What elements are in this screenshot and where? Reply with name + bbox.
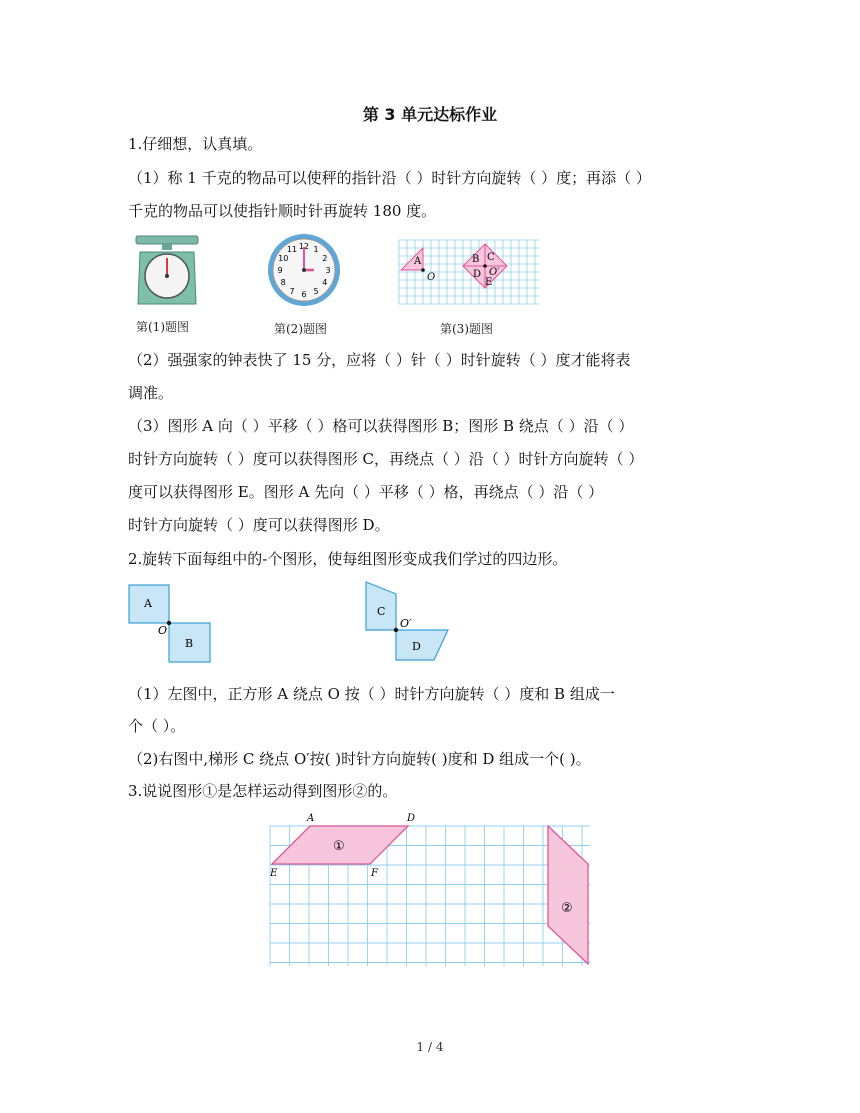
clock-number: 12 xyxy=(298,242,310,251)
label-D: D xyxy=(473,269,482,280)
label-O-prime: O′ xyxy=(400,617,412,630)
clock-number: 1 xyxy=(313,245,319,255)
clock-number: 10 xyxy=(278,254,289,263)
label-E: E xyxy=(485,277,493,288)
fig1-caption: 第(1)题图 xyxy=(136,320,189,334)
clock-number: 2 xyxy=(322,254,328,263)
q3-grid-figure xyxy=(270,810,595,970)
clock-number: 4 xyxy=(322,278,328,287)
label-D: D xyxy=(407,813,416,824)
label-A: A xyxy=(144,597,152,610)
q1-p3-line1: （3）图形 A 向（ ）平移（ ）格可以获得图形 B；图形 B 绕点（ ）沿（ ） xyxy=(128,417,634,435)
q1-p1-line1: （1）称 1 千克的物品可以使秤的指针沿（ ）时针方向旋转（ ）度；再添（ ） xyxy=(128,169,651,187)
q1-p1-line2: 千克的物品可以使指针顺时针再旋转 180 度。 xyxy=(128,202,437,220)
label-F: F xyxy=(371,868,378,879)
q2-p1-line2: 个（ ）。 xyxy=(128,717,186,735)
q1-p2-line2: 调准。 xyxy=(128,384,174,402)
label-A: A xyxy=(307,813,315,824)
clock-number: 9 xyxy=(277,266,283,275)
grid-figure-3 xyxy=(399,240,541,306)
label-B: B xyxy=(185,637,194,650)
q1-p3-line2: 时针方向旋转（ ）度可以获得图形 C，再绕点（ ）沿（ ）时针方向旋转（ ） xyxy=(128,450,644,468)
scale-figure xyxy=(134,234,200,306)
clock-number: 5 xyxy=(313,286,319,296)
q2-p1-line1: （1）左图中，正方形 A 绕点 O 按（ ）时针方向旋转（ ）度和 B 组成一 xyxy=(128,685,615,703)
label-shape-1: ① xyxy=(333,839,345,854)
q2-p2-line1: （2)右图中,梯形 C 绕点 O′按( )时针方向旋转( )度和 D 组成一个( )。 xyxy=(128,750,591,768)
clock-figure xyxy=(266,232,342,308)
clock-number: 3 xyxy=(325,266,331,275)
q1-p2-line1: （2）强强家的钟表快了 15 分，应将（ ）针（ ）时针旋转（ ）度才能将表 xyxy=(128,351,631,369)
fig2-caption: 第(2)题图 xyxy=(274,322,327,336)
fig3-caption: 第(3)题图 xyxy=(440,322,493,336)
clock-number: 8 xyxy=(280,278,286,287)
label-shape-2: ② xyxy=(561,901,573,916)
page-number: 1 / 4 xyxy=(416,1040,444,1054)
q2-left-figure xyxy=(128,584,212,664)
clock-number: 11 xyxy=(286,245,298,255)
label-O: O xyxy=(158,624,168,637)
label-O: O xyxy=(427,272,436,283)
q2-right-figure xyxy=(364,580,454,662)
q3-heading: 3.说说图形①是怎样运动得到图形②的。 xyxy=(128,782,398,800)
page-title: 第 3 单元达标作业 xyxy=(362,105,498,124)
label-C: C xyxy=(377,605,386,618)
label-C: C xyxy=(487,252,495,263)
label-E: E xyxy=(270,868,278,879)
label-A: A xyxy=(414,256,422,267)
clock-number: 7 xyxy=(289,286,295,296)
q1-heading: 1.仔细想，认真填。 xyxy=(128,135,263,153)
label-O-prime: O′ xyxy=(489,267,500,278)
q1-p3-line4: 时针方向旋转（ ）度可以获得图形 D。 xyxy=(128,516,390,534)
q1-p3-line3: 度可以获得图形 E。图形 A 先向（ ）平移（ ）格，再绕点（ ）沿（ ） xyxy=(128,483,604,501)
q2-heading: 2.旋转下面每组中的-个图形，使每组图形变成我们学过的四边形。 xyxy=(128,550,568,568)
label-D: D xyxy=(412,640,421,653)
label-B: B xyxy=(472,254,480,265)
clock-number: 6 xyxy=(301,290,307,299)
